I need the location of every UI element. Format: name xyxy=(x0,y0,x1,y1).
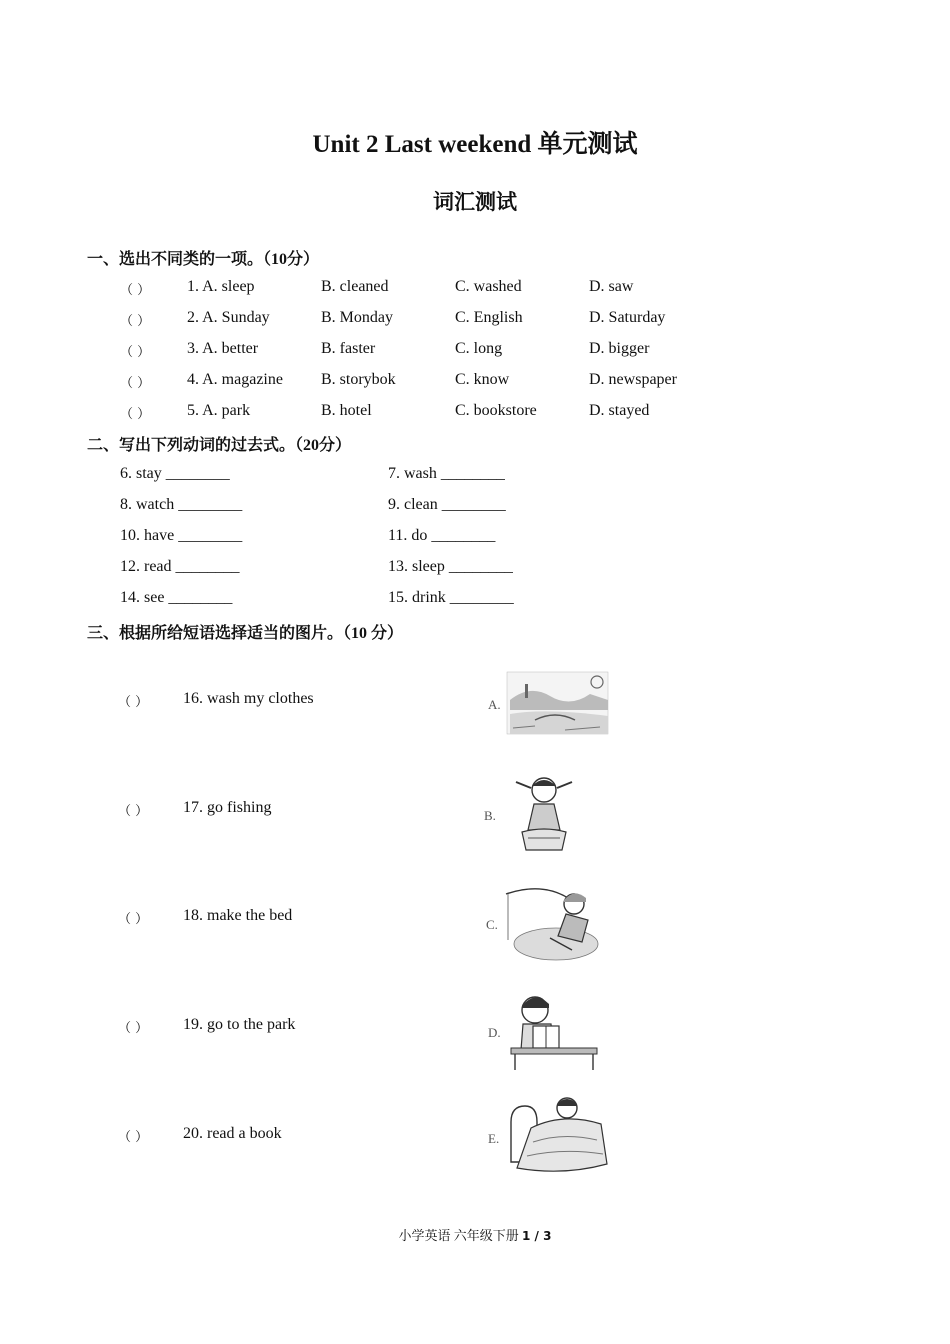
phrase-item: 16. wash my clothes xyxy=(183,690,314,707)
section2-heading: 二、写出下列动词的过去式。（20分） xyxy=(87,437,352,454)
park-scene-icon xyxy=(505,670,610,736)
verb-item[interactable]: 8. watch ________ xyxy=(120,496,243,513)
page-number: 1 / 3 xyxy=(522,1229,552,1243)
answer-blank[interactable]: （ ） xyxy=(120,407,151,422)
verb-item[interactable]: 10. have ________ xyxy=(120,527,243,544)
option-a: 5. A. park xyxy=(187,402,251,419)
answer-blank[interactable]: （ ） xyxy=(118,695,149,710)
verb-item[interactable]: 9. clean ________ xyxy=(388,496,506,513)
verb-item[interactable]: 7. wash ________ xyxy=(388,465,505,482)
option-c: C. washed xyxy=(455,278,522,295)
girl-washing-icon xyxy=(500,772,585,858)
boy-making-bed-icon xyxy=(503,1092,611,1184)
option-b: B. faster xyxy=(321,340,376,357)
picture-label: C. xyxy=(486,917,498,932)
option-d: D. newspaper xyxy=(589,371,677,388)
answer-blank[interactable]: （ ） xyxy=(118,1130,149,1145)
option-d: D. saw xyxy=(589,278,634,295)
option-a: 4. A. magazine xyxy=(187,371,283,388)
option-b: B. storybok xyxy=(321,371,396,388)
section3-heading: 三、根据所给短语选择适当的图片。（10 分） xyxy=(87,625,404,642)
option-c: C. bookstore xyxy=(455,402,537,419)
option-a: 1. A. sleep xyxy=(187,278,255,295)
answer-blank[interactable]: （ ） xyxy=(120,376,151,391)
footer-text: 小学英语 六年级下册 xyxy=(398,1228,519,1243)
answer-blank[interactable]: （ ） xyxy=(118,804,149,819)
phrase-item: 19. go to the park xyxy=(183,1016,296,1033)
option-d: D. bigger xyxy=(589,340,650,357)
picture-label: E. xyxy=(488,1131,500,1146)
option-c: C. long xyxy=(455,340,503,357)
verb-item[interactable]: 11. do ________ xyxy=(388,527,496,544)
answer-blank[interactable]: （ ） xyxy=(120,345,151,360)
boy-reading-icon xyxy=(505,990,601,1072)
answer-blank[interactable]: （ ） xyxy=(118,1021,149,1036)
option-b: B. Monday xyxy=(321,309,393,326)
option-d: D. Saturday xyxy=(589,309,666,326)
answer-blank[interactable]: （ ） xyxy=(120,314,151,329)
option-b: B. cleaned xyxy=(321,278,389,295)
phrase-item: 17. go fishing xyxy=(183,799,272,816)
page-title: Unit 2 Last weekend 单元测试 xyxy=(312,131,638,158)
option-d: D. stayed xyxy=(589,402,650,419)
section1-heading: 一、选出不同类的一项。（10分） xyxy=(87,251,320,268)
verb-item[interactable]: 14. see ________ xyxy=(120,589,233,606)
option-a: 3. A. better xyxy=(187,340,259,357)
picture-label: D. xyxy=(488,1025,501,1040)
phrase-item: 20. read a book xyxy=(183,1125,282,1142)
picture-label: A. xyxy=(488,697,501,712)
option-c: C. know xyxy=(455,371,510,388)
answer-blank[interactable]: （ ） xyxy=(120,283,151,298)
verb-item[interactable]: 12. read ________ xyxy=(120,558,240,575)
verb-item[interactable]: 13. sleep ________ xyxy=(388,558,513,575)
answer-blank[interactable]: （ ） xyxy=(118,912,149,927)
option-a: 2. A. Sunday xyxy=(187,309,270,326)
option-c: C. English xyxy=(455,309,523,326)
page-footer xyxy=(0,1225,950,1244)
page-subtitle: 词汇测试 xyxy=(433,190,517,214)
phrase-item: 18. make the bed xyxy=(183,907,293,924)
option-b: B. hotel xyxy=(321,402,372,419)
boy-fishing-icon xyxy=(502,880,602,964)
verb-item[interactable]: 6. stay ________ xyxy=(120,465,230,482)
verb-item[interactable]: 15. drink ________ xyxy=(388,589,514,606)
picture-label: B. xyxy=(484,808,496,823)
